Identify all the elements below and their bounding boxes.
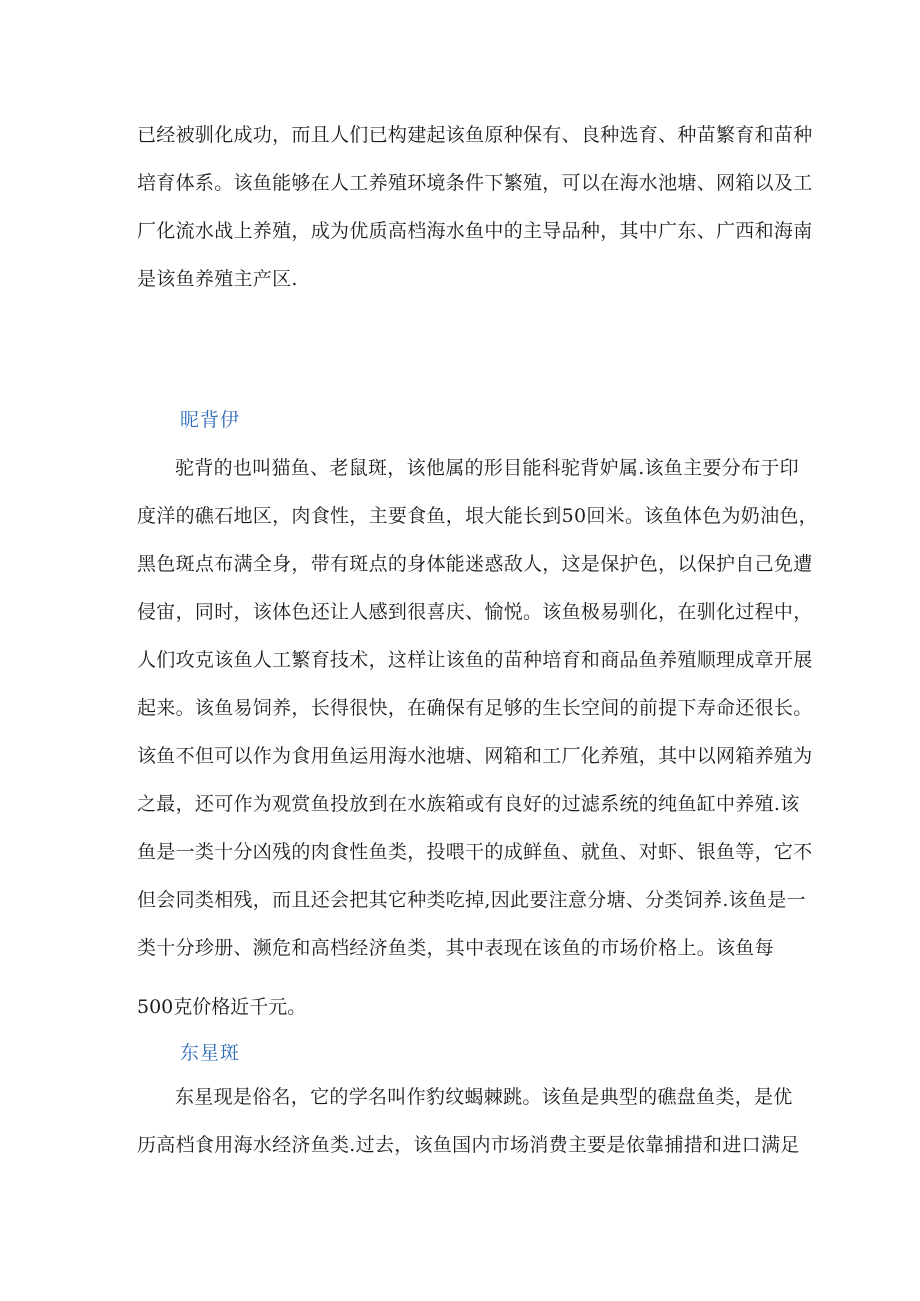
intro-line-3: 厂化流水战上养殖，成为优质高档海水鱼中的主导品种，其中广东、广西和海南 <box>137 220 813 242</box>
tuobei-price-line: 500克价格近千元。 <box>137 996 307 1018</box>
tuobei-line-5: 人们攻克该鱼人工繁育技术，这样让该鱼的苗种培育和商品鱼养殖顺理成章开展 <box>137 649 813 671</box>
dongxing-line-1: 东星现是俗名，它的学名叫作豹纹蝎棘跳。该鱼是典型的礁盘鱼类，是优 <box>175 1086 793 1108</box>
intro-paragraph <box>137 111 813 303</box>
tuobei-line-8: 之最，还可作为观赏鱼投放到在水族箱或有良好的过滤系统的纯鱼缸中养殖.该 <box>137 793 800 815</box>
dongxing-line-2: 历高档食用海水经济鱼类.过去，该鱼国内市场消费主要是依靠捕措和进口满足 <box>137 1134 800 1156</box>
section-heading-tuobei: 昵背伊 <box>180 409 241 431</box>
tuobei-line-4: 侵宙，同时，该体色还让人感到很喜庆、愉悦。该鱼极易驯化，在驯化过程中， <box>137 601 813 623</box>
intro-line-1: 已经被驯化成功，而且人们已构建起该鱼原种保有、良种选育、种苗繁育和苗种 <box>137 124 813 146</box>
tuobei-line-6: 起来。该鱼易饲养，长得很快，在确保有足够的生长空间的前提下寿命还很长。 <box>137 697 813 719</box>
intro-line-2: 培育体系。该鱼能够在人工养殖环境条件下繁殖，可以在海水池塘、网箱以及工 <box>137 172 813 194</box>
tuobei-line-10: 但会同类相残，而且还会把其它种类吃掉,因此要注意分塘、分类饲养.该鱼是一 <box>137 889 806 911</box>
intro-line-4: 是该鱼养殖主产区. <box>137 268 298 290</box>
dongxing-paragraph <box>137 1073 800 1169</box>
tuobei-line-11: 类十分珍册、濒危和高档经济鱼类，其中表现在该鱼的市场价格上。该鱼每 <box>137 937 774 959</box>
tuobei-line-3: 黑色斑点布满全身，带有斑点的身体能迷惑敌人，这是保护色，以保护自己免遭 <box>137 553 813 575</box>
section-heading-dongxing: 东星斑 <box>180 1042 241 1064</box>
tuobei-paragraph <box>137 444 818 972</box>
tuobei-line-7: 该鱼不但可以作为食用鱼运用海水池塘、网箱和工厂化养殖，其中以网箱养殖为 <box>137 745 813 767</box>
tuobei-line-9: 鱼是一类十分凶残的肉食性鱼类，投喂干的成鲜鱼、就鱼、对虾、银鱼等，它不 <box>137 841 813 863</box>
tuobei-line-1: 驼背的也叫猫鱼、老鼠斑，该他属的形目能科驼背妒属.该鱼主要分布于印 <box>175 457 799 479</box>
tuobei-line-2: 度洋的礁石地区，肉食性，主要食鱼，垠大能长到50回米。该鱼体色为奶油色， <box>137 505 818 527</box>
